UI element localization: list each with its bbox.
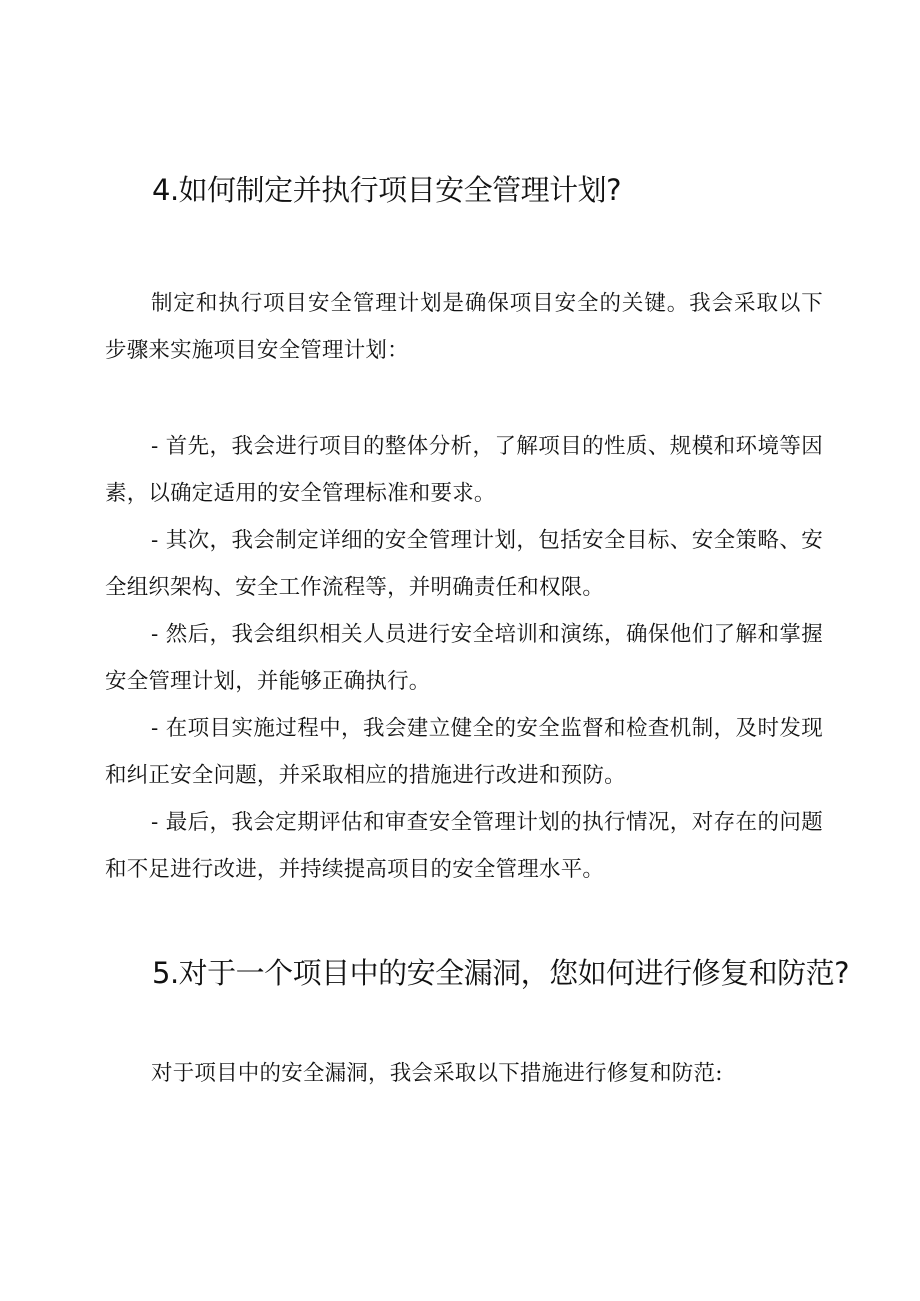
section-5-heading: 5.对于一个项目中的安全漏洞，您如何进行修复和防范? [152, 956, 850, 990]
section-4-intro-paragraph: 制定和执行项目安全管理计划是确保项目安全的关键。我会采取以下步骤来实施项目安全管理计划： [105, 291, 823, 363]
step-item: - 然后，我会组织相关人员进行安全培训和演练，确保他们了解和掌握安全管理计划，并能够正确执行。 [105, 622, 823, 694]
step-item: - 最后，我会定期评估和审查安全管理计划的执行情况，对存在的问题和不足进行改进，并持续提高项目的安全管理水平。 [105, 810, 823, 882]
section-4-heading: 4.如何制定并执行项目安全管理计划? [152, 173, 622, 207]
step-item: - 在项目实施过程中，我会建立健全的安全监督和检查机制，及时发现和纠正安全问题，并采取相应的措施进行改进和预防。 [105, 716, 823, 788]
step-item: - 其次，我会制定详细的安全管理计划，包括安全目标、安全策略、安全组织架构、安全工作流程等，并明确责任和权限。 [105, 528, 823, 600]
step-item: - 首先，我会进行项目的整体分析，了解项目的性质、规模和环境等因素，以确定适用的安全管理标准和要求。 [105, 434, 823, 506]
section-4-steps-list [105, 423, 823, 893]
section-5-intro-paragraph: 对于项目中的安全漏洞，我会采取以下措施进行修复和防范: [151, 1061, 723, 1086]
